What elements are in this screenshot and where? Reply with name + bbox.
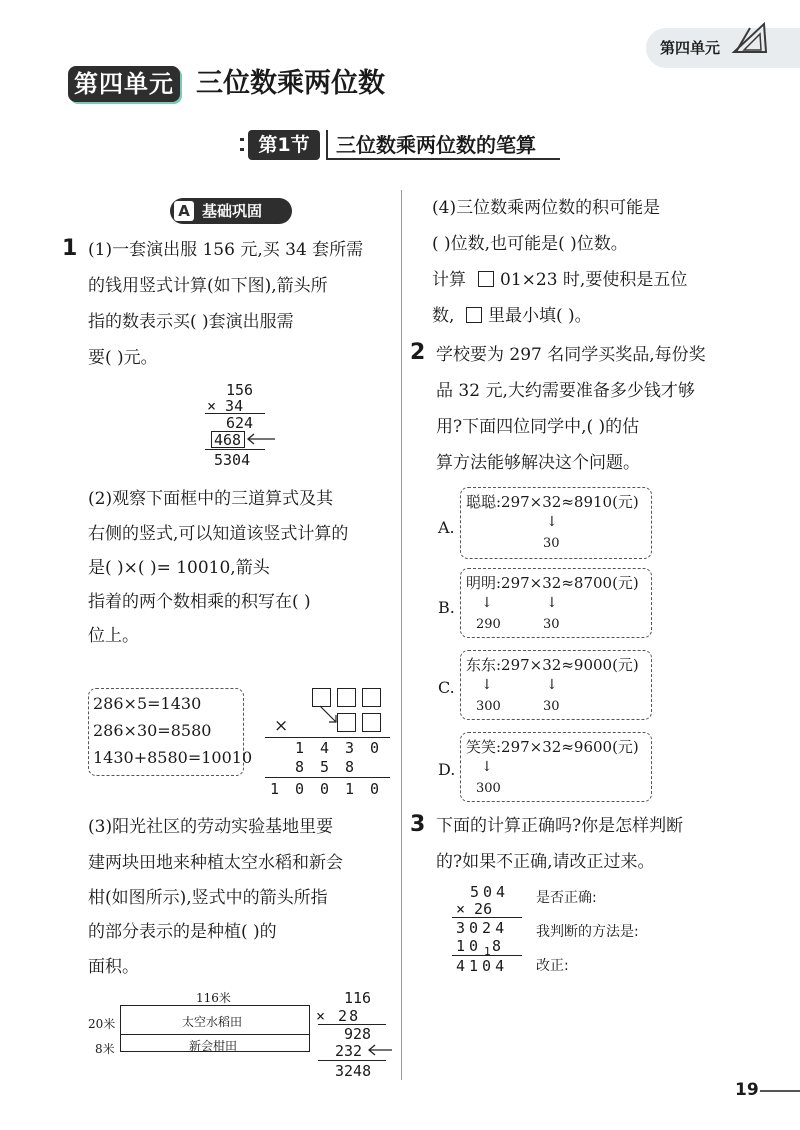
vertical-digit: 0	[370, 780, 380, 798]
vertical-digit: 8	[345, 758, 355, 776]
q1-p1-line: 指的数表示买( )套演出服需	[88, 312, 294, 332]
option-b-text: 明明:297×32≈8700(元)	[466, 574, 639, 592]
field-height-label-1: 20米	[88, 1017, 116, 1031]
option-d-letter: D.	[438, 760, 456, 779]
calc-multiplicand: 156	[226, 381, 254, 399]
q1-p1-line: (1)一套演出服 156 元,买 34 套所需	[88, 240, 364, 260]
section-badge: 第1节	[248, 130, 320, 160]
option-b-sub: 30	[543, 617, 560, 632]
vertical-digit: 1	[270, 780, 280, 798]
q1-p2-line: 指着的两个数相乘的积写在( )	[88, 592, 311, 612]
down-arrow-icon: ↓	[546, 677, 558, 693]
option-d-sub: 300	[476, 781, 501, 796]
q1-p4-line-3-suffix: 01×23 时,要使积是五位	[500, 270, 688, 290]
down-arrow-icon: ↓	[481, 595, 493, 611]
question-3-number: 3	[410, 812, 426, 837]
option-c-sub: 300	[476, 699, 501, 714]
digit-box	[362, 713, 381, 732]
calc-result: 4104	[456, 957, 509, 975]
vertical-digit: 3	[345, 739, 355, 757]
calc-partial-2-part: 10	[456, 937, 483, 955]
option-d-text: 笑笑:297×32≈9600(元)	[466, 738, 639, 756]
q3-line: 的?如果不正确,请改正过来。	[436, 852, 655, 872]
q1-p2-line: (2)观察下面框中的三道算式及其	[88, 489, 334, 509]
vertical-digit: 8	[295, 758, 305, 776]
judgment-method-label: 我判断的方法是:	[536, 924, 639, 940]
column-divider	[401, 190, 402, 1080]
q1-p2-line: 位上。	[88, 626, 139, 646]
part-a-letter: A	[174, 201, 194, 221]
rice-field-label: 太空水稻田	[182, 1015, 243, 1029]
calc-partial-1: 928	[344, 1025, 372, 1043]
q1-p4-line: (4)三位数乘两位数的积可能是	[432, 198, 661, 218]
down-arrow-icon: ↓	[481, 759, 493, 775]
q1-p1-line: 要( )元。	[88, 348, 158, 368]
question-2-number: 2	[410, 340, 426, 365]
q1-p3-line: 的部分表示的是种植( )的	[88, 922, 277, 942]
field-height-label-2: 8米	[95, 1042, 115, 1056]
equation-line: 286×5=1430	[93, 694, 202, 713]
vertical-digit: 1	[295, 739, 305, 757]
calc-multiplier: × 26	[456, 900, 493, 918]
calc-result: 3248	[335, 1062, 372, 1080]
citrus-field-label: 新会柑田	[189, 1039, 238, 1053]
digit-box	[362, 688, 381, 707]
part-a-label: 基础巩固	[202, 202, 263, 220]
arrow-left-icon	[245, 433, 275, 445]
chapter-title: 三位数乘两位数	[196, 68, 385, 99]
digit-blank-box	[466, 307, 482, 323]
option-c-sub: 30	[543, 699, 560, 714]
q1-p3-line: 柑(如图所示),竖式中的箭头所指	[88, 888, 328, 908]
digit-blank-box	[478, 271, 494, 287]
option-c-text: 东东:297×32≈9000(元)	[466, 656, 639, 674]
calc-partial-1: 3024	[456, 919, 509, 937]
calc-result: 5304	[214, 451, 251, 469]
vertical-digit: 0	[370, 739, 380, 757]
q1-p2-line: 右侧的竖式,可以知道该竖式计算的	[88, 524, 349, 544]
q1-p1-line: 的钱用竖式计算(如下图),箭头所	[88, 276, 328, 296]
q1-p2-line: 是( )×( )= 10010,箭头	[88, 558, 270, 578]
q1-p3-line: (3)阳光社区的劳动实验基地里要	[88, 817, 334, 837]
calc-multiplier: × 28	[316, 1007, 361, 1025]
triangle-ruler-icon	[730, 22, 770, 56]
option-a-text: 聪聪:297×32≈8910(元)	[466, 493, 639, 511]
q1-p4-line: ( )位数,也可能是( )位数。	[432, 234, 628, 254]
calc-partial-1: 624	[226, 414, 254, 432]
vertical-digit: 0	[295, 780, 305, 798]
section-heading	[240, 130, 562, 162]
part-a-badge	[170, 198, 292, 224]
correction-label: 改正:	[536, 958, 569, 974]
q2-line: 学校要为 297 名同学买奖品,每份奖	[436, 345, 706, 365]
calc-partial-2: 468	[214, 431, 242, 449]
down-arrow-icon: ↓	[546, 595, 558, 611]
field-width-label: 116米	[196, 991, 231, 1005]
calc-multiplier: × 34	[207, 397, 244, 415]
calc-rule	[265, 777, 390, 778]
q2-line: 算方法能够解决这个问题。	[436, 453, 640, 473]
q1-p4-line-4-prefix: 数,	[432, 306, 455, 326]
section-title: 三位数乘两位数的笔算	[326, 130, 560, 160]
multiply-sign: ×	[274, 716, 289, 736]
calc-multiplicand: 116	[344, 989, 372, 1007]
option-a-sub: 30	[543, 536, 560, 551]
equation-line: 286×30=8580	[93, 721, 212, 740]
vertical-digit: 0	[320, 780, 330, 798]
calc-partial-2: 232	[335, 1042, 363, 1060]
q2-line: 品 32 元,大约需要准备多少钱才够	[436, 381, 695, 401]
arrow-down-right-icon	[318, 704, 342, 726]
calc-multiplicand: 504	[470, 883, 510, 901]
correctness-label: 是否正确:	[536, 890, 597, 906]
calc-partial-2-part: 8	[492, 937, 502, 955]
option-b-sub: 290	[476, 617, 501, 632]
q1-p3-line: 面积。	[88, 957, 139, 977]
arrow-left-icon	[366, 1044, 392, 1056]
q1-p3-line: 建两块田地来种植太空水稻和新会	[88, 853, 343, 873]
q3-line: 下面的计算正确吗?你是怎样判断	[436, 816, 684, 836]
down-arrow-icon: ↓	[546, 514, 558, 530]
calc-carry-digit: 1	[484, 945, 491, 958]
q2-line: 用?下面四位同学中,( )的估	[436, 417, 640, 437]
vertical-digit: 1	[345, 780, 355, 798]
chapter-badge: 第四单元	[68, 66, 180, 102]
q1-p4-line-3-prefix: 计算	[432, 270, 466, 290]
question-1-number: 1	[62, 236, 78, 261]
option-c-letter: C.	[438, 678, 455, 697]
option-a-letter: A.	[438, 518, 455, 537]
page-number-rule	[760, 1090, 800, 1092]
equation-line: 1430+8580=10010	[93, 748, 253, 767]
unit-tab-label: 第四单元	[660, 39, 721, 57]
page-number: 19	[735, 1080, 759, 1100]
vertical-digit: 4	[320, 739, 330, 757]
q1-p4-line-4-suffix: 里最小填( )。	[488, 306, 592, 326]
option-b-letter: B.	[438, 598, 455, 617]
down-arrow-icon: ↓	[481, 677, 493, 693]
vertical-digit: 5	[320, 758, 330, 776]
